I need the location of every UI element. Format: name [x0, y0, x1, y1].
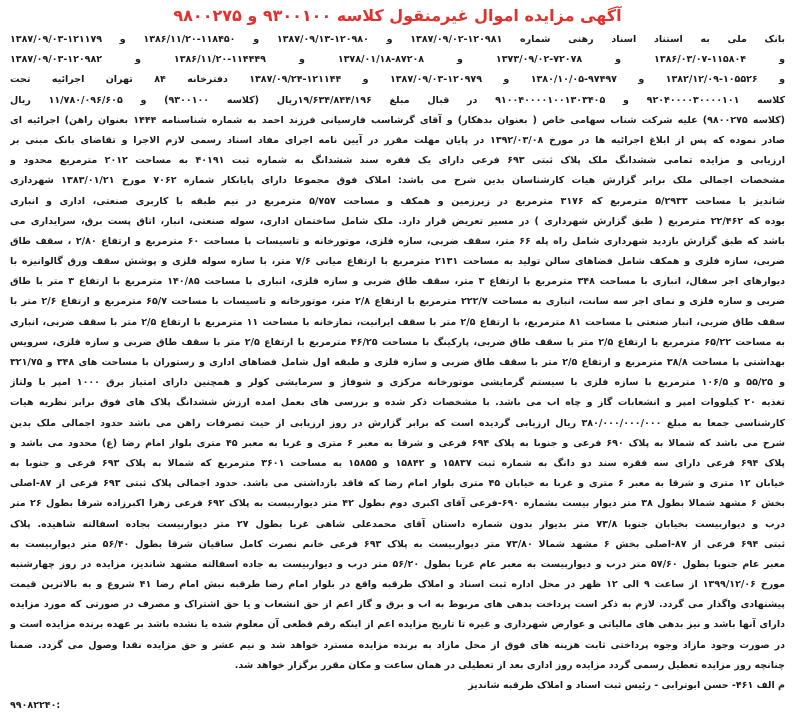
notice-text-line: خیابان ۱۲ متری و شرقا به معبر ۶ متری و غربا به خیابان ۴۵ متری بلوار امام رضا که فاقد بازداشتی می باشد. حدود اجمالی پلاک ثبتی ۶۹۳ فرعی از ۸۷-اصلی: [10, 478, 785, 490]
notice-text-line: ثبتی ۶۹۴ فرعی از ۸۷-اصلی بخش ۶ مشهد شمالا ۷۳/۸۰ متر دیواربیست به پلاک ۶۹۳ فرعی خانم نصرت کامل ساقیان شرقا بطول ۵۶/۴۰ متر دیواربیست به: [10, 538, 785, 550]
notice-text-line: شاندیز با مساحت ۵/۲۹۳۳ مترمربع که ۳۱۷۶ مترمربع در زیرزمین و همکف و مساحت ۵/۷۵۷ مترمربع در نیم طبقه با کاربری صنعتی، اداری و انباری: [10, 195, 785, 207]
notice-text-line: بهداشتی با مساحت ۳۸/۸ مترمربع و ارتفاع ۲/۵ متر با سقف طاق ضربی و سازه فلزی و طبقه اول شامل فضاهای اداری و رستوران با مساحت های ۳۴۸ و ۳۲۱/۷۵: [10, 357, 785, 368]
notice-text-line: چنانچه روز مزایده تعطیل رسمی گردد مزایده روز اداری بعد از تعطیلی در همان ساعت و مکان مقرر برگزار خواهد شد.: [234, 659, 785, 671]
notice-signature: م الف ۴۶۱- حسن ابوترابی - رئیس ثبت اسناد و املاک طرقبه شاندیز: [468, 680, 785, 691]
notice-text-line: تغذیه ۲۰ کیلووات امپر و انشعابات گاز و چاه اب می باشد. با مشخصات ذکر شده و بررسی های بعمل امده ارزش ششدانگ پلاک های فوق برابر نظریه هیات: [10, 397, 785, 409]
notice-body: [10, 30, 785, 716]
notice-text-line: شرح می باشد که شمالا به پلاک ۶۹۰ فرعی و جنوبا به پلاک ۶۹۴ فرعی و شرقا به معبر ۶ متری و غربا به معبر ۴۵ متری بلوار امام رضا (ع) محدود می باشد و: [10, 437, 785, 449]
notice-text-line: بوده که ۲۲/۴۶۲ مترمربع ( طبق گزارش شهرداری ) در مسیر تعریض قرار دارد. ملک شامل ساختمان اداری، سوله صنعتی، انبار، اتاق پست برق، سرایداری می: [10, 215, 785, 227]
notice-text-line: صادر نموده که پس از ابلاغ اجرائیه ها در مورخ ۱۳۹۲/۰۳/۰۸ در پایان مهلت مقرر در آیین نامه اجرای مفاد اسناد رسمی لازم الاجرا و تقاضای بانک مبنی بر: [10, 134, 785, 146]
notice-text-line: پلاک ۶۹۴ فرعی دارای سه فقره سند دو دانگ به شماره ثبت ۱۵۸۳۷ و ۱۵۸۴۲ و ۱۵۸۵۵ به مساحت ۳۶۰۱ مترمربع که شمالا به پلاک ۶۹۳ فرعی و جنوبا به: [10, 457, 785, 469]
notice-text-line: درب و دیواربیست بخیابان جنوبا ۷۳/۸ متر بدیوار بدون شماره داستان آقای محمدعلی شاهی غربا بطول ۲۷ متر دیواربیست بجاده اسفالته شاهیده. پلاک: [10, 518, 785, 530]
notice-text-line: کارشناسی جمعا به مبلغ ۳۸۰/۰۰۰/۰۰۰/۰۰۰ ریال ارزیابی گردیده است که برابر گزارش در روز ارزیابی از حیث تصرفات راهن می باشد حدود اجمالی ملک بدین: [10, 417, 785, 429]
notice-text-line: دیوارهای اجر سفال، انباری با مساحت ۳۴۸ مترمربع با ارتفاع ۳ متر، سقف طاق ضربی و سازه فلزی، انباری با مساحت ۱۴۰/۸۵ مترمربع با ارتفاع ۳ متر با طاق: [10, 276, 785, 288]
notice-text-line: و ۱۱۵۸۰۴-۱۳۸۶/۰۳/۰۷ و ۷۲۰۷۸-۱۳۷۳/۰۹/۰۲ و ۸۷۲۰۸-۱۳۷۸/۰۱/۱۸ و ۱۱۴۴۴۹-۱۳۸۶/۱۱/۲۰ و ۱۲۰۹۸۲-۱۳۸۷/۰۹/۰۳: [10, 54, 785, 66]
notice-text-line: پیشنهادی واگذار می گردد. لازم به ذکر است پرداخت بدهی های مربوط به اب و برق و گاز اعم از حق انشعاب و یا حق اشتراک و مصرف در صورتی که مورد مزایده: [10, 599, 785, 611]
notice-text-line: سقف طاق ضربی، انبار صنعتی با مساحت ۸۱ مترمربع، با ارتفاع ۲/۵ متر با سقف ایرانیت، نمازخانه با مساحت ۱۱ مترمربع با ارتفاع ۲/۵ متر با سقف ضربی، انباری: [10, 316, 785, 328]
notice-text-line: مشخصات اجمالی ملک برابر گزارش هیات کارشناسان بدین شرح می باشد: املاک فوق مجموعا دارای پایانکار شماره ۷۰۶۲ مورخ ۱۳۸۳/۰۱/۲۱ شهرداری: [10, 175, 785, 187]
notice-text-line: معبر عام جنوبا بطول ۵۷/۶۰ متر درب و دیواربیست به معبر عام غربا بطول ۵۶/۲۰ متر درب و دیواربیست به جاده اسفالته مشهد شاندیز، مزایده در روز چهارشنبه: [10, 558, 785, 570]
notice-reference-number: ۹۹۰۸۲۲۴۰:: [10, 700, 61, 712]
notice-text-line: بانک ملی به استناد اسناد رهنی شماره ۱۲۰۹۸۱-۱۳۸۷/۰۹/۰۲ و ۱۲۰۹۸۰-۱۳۸۷/۰۹/۱۳ و ۱۱۸۴۵۰-۱۳۸۶/۱۱/۲۰ و ۱۲۱۱۷۹-۱۳۸۷/۰۹/۰۳: [10, 34, 785, 45]
notice-text-line: ضربی و سازه فلزی و نمای اجر سه سانت، انباری به مساحت ۲۲۲/۷ مترمربع با ارتفاع ۲/۸ متر، موتورخانه و تاسیسات با مساحت ۶۵/۷ مترمربع و ارتفاع ۲/۶ متر با: [10, 296, 785, 308]
notice-text-line: به مساحت ۶۵/۲۲ مترمربع با ارتفاع ۲/۵ متر با سقف طاق ضربی، پارکینگ با مساحت ۴۶/۲۵ مترمربع با ارتفاع ۲/۵ متر با سقف طاق ضربی و سازه فلزی، سرویس: [10, 336, 785, 348]
notice-text-line: کلاسه ۹۲۰۴۰۰۰۰۳۰۰۰۰۱۰۱ و ۹۱۰۰۴۰۰۰۰۱۰۰۱۳۰۳۴۰۵ در قبال مبلغ ۱۹/۶۳۴/۸۴۴/۱۹۶ریال (کلاسه ۹۳۰۰۱۰۰) و ۱۱/۷۸۰/۰۹۶/۶۰۵ ریال: [10, 94, 785, 106]
notice-text-line: مورخ ۱۳۹۹/۱۲/۰۶ از ساعت ۹ الی ۱۲ ظهر در محل اداره ثبت اسناد و املاک طرقبه واقع در بلوار امام رضا طرقبه نبش امام رضا ۴۱ شروع و به بالاترین قیمت: [10, 579, 785, 591]
notice-text-line: (کلاسه ۹۸۰۰۲۷۵) علیه شرکت شناب سهامی خاص ( بعنوان بدهکار) و آقای گرشاسب فارسیانی فرزند احمد به شماره شناسنامه ۱۴۴۴ بعنوان راهن) اجرائیه ای: [10, 114, 785, 126]
notice-text-line: ضربی، سازه فلزی و همکف شامل فضاهای سالن تولید به مساحت ۲۱۳۱ مترمربع با ارتفاع میانی ۷/۶ متر، با سازه سوله فلزی و پوشش سقف ورق گالوانیزه با: [10, 256, 785, 268]
notice-title: آگهی مزایده اموال غیرمنقول کلاسه ۹۳۰۰۱۰۰ و ۹۸۰۰۲۷۵: [173, 6, 622, 25]
notice-text-line: در صورت وجود مازاد وجوه پرداختی ثابت هزینه های فوق از محل مازاد به برنده مزایده مسترد خواهد شد و نیم عشر و حق مزایده نقدا وصول می گردد. ضمنا: [10, 639, 785, 651]
notice-text-line: ارزیابی و مزایده تمامی ششدانگ ملک پلاک ثبتی ۶۹۳ فرعی دارای یک فقره سند ششدانگ به شماره ثبت ۴۰۱۹۱ به مساحت ۲۰۱۲ مترمربع محدود و: [10, 155, 785, 167]
notice-text-line: و ۵۵/۲۵ و ۱۰۶/۵ مترمربع با سازه فلزی با سیستم گرمایشی موتورخانه مرکزی و شوفاژ و سرمایشی کولر و همچنین دارای امتیاز برق ۱۰۰۰ امپر با ولتاژ: [10, 377, 785, 389]
notice-text-line: دارای آنها باشد و نیز بدهی های مالیاتی و عوارض شهرداری و غیره تا تاریخ مزایده اعم از اینکه رقم قطعی آن معلوم شده یا نشده باشد بر عهده برنده مزایده است و: [10, 619, 785, 631]
notice-text-line: باشد که طبق گزارش بازدید شهرداری شامل راه پله ۶۶ متر، سقف ضربی، سازه فلزی، موتورخانه و تاسیسات با مساحت ۶۰ مترمربع و ارتفاع ۲/۸۰ ، سقف طاق: [10, 235, 785, 247]
notice-text-line: و ۱۰۵۵۲۶-۱۳۸۲/۱۲/۰۹ و ۹۷۴۹۷-۱۳۸۰/۱۰/۰۵ و ۱۲۰۹۷۹-۱۳۸۷/۰۹/۰۳ و ۱۲۱۱۴۴-۱۳۸۷/۰۹/۲۴ دفترخانه ۸۴ تهران اجرائیه تحت: [10, 74, 785, 86]
notice-text-line: بخش ۶ مشهد شمالا بطول ۳۸ متر دیوار بیست بشماره ۶۹۰-فرعی آقای اکبری دوم بطول ۴۲ متر دیواربیست به پلاک ۶۹۲ فرعی زهرا اکبرزاده شرقا بطول ۲۶ متر: [10, 498, 785, 510]
